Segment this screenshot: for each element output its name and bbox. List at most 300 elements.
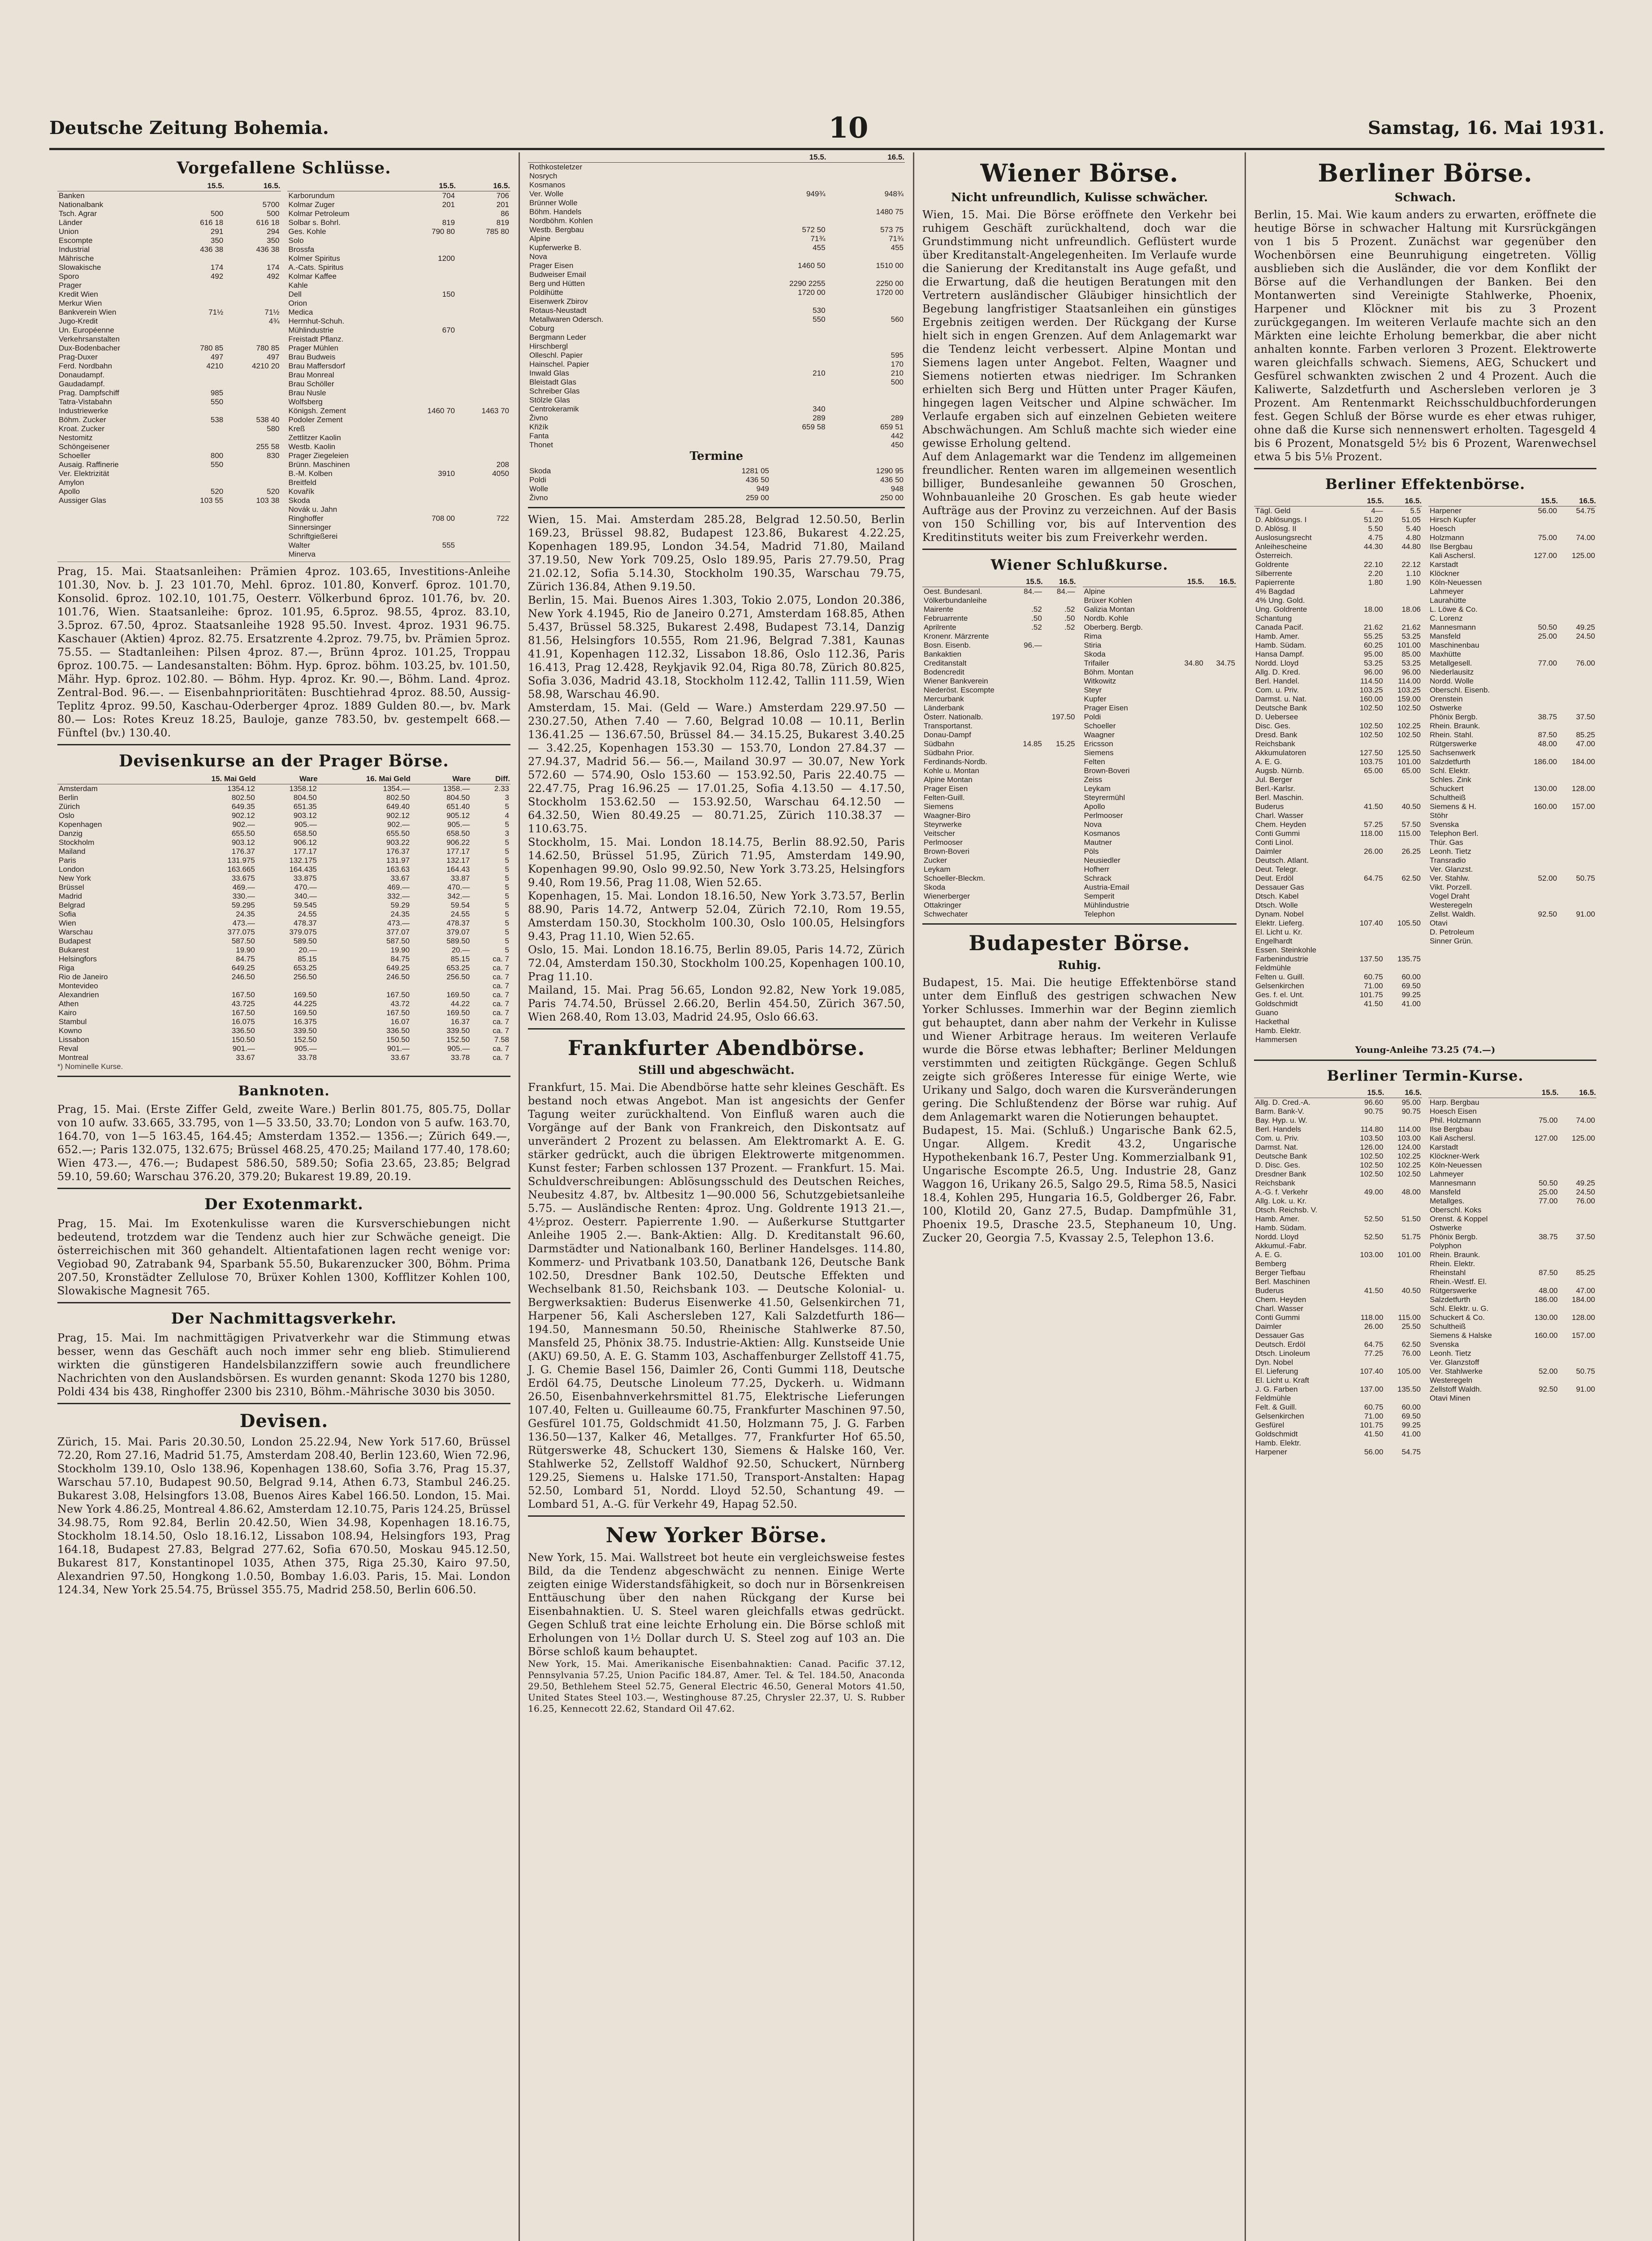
stock-quote: 1358.— bbox=[443, 784, 470, 793]
table-row bbox=[1428, 659, 1596, 668]
stock-name: Hoesch bbox=[1430, 524, 1456, 533]
stock-quote: ca. 7 bbox=[493, 1026, 509, 1035]
stock-quote: 87.50 bbox=[1539, 1268, 1558, 1277]
table-row bbox=[57, 856, 510, 865]
stock-quote: 1354.12 bbox=[227, 784, 255, 793]
stock-name: Zürich bbox=[59, 802, 80, 811]
stock-quote: 906.12 bbox=[293, 838, 317, 847]
stock-quote bbox=[1520, 793, 1558, 802]
table-row bbox=[57, 1008, 510, 1017]
table-row bbox=[1428, 1394, 1596, 1403]
stock-name: El. Lieferung bbox=[1255, 1367, 1298, 1376]
stock-quote bbox=[1559, 1161, 1596, 1170]
stock-quote bbox=[1558, 524, 1596, 533]
stock-quote bbox=[225, 398, 281, 407]
table-row bbox=[1254, 1017, 1422, 1026]
table-row bbox=[1083, 847, 1237, 856]
table-row bbox=[1254, 820, 1422, 829]
table-row bbox=[57, 200, 281, 209]
stock-name: Deutsche Bank bbox=[1255, 1152, 1307, 1160]
stock-quote bbox=[1173, 757, 1205, 766]
stock-quote: 572 50 bbox=[802, 225, 826, 234]
stock-quote bbox=[1016, 722, 1043, 731]
stock-quote bbox=[456, 451, 510, 460]
table-row bbox=[1428, 838, 1596, 847]
stock-quote: 780 85 bbox=[256, 344, 280, 352]
table-row bbox=[528, 378, 905, 387]
table-row bbox=[922, 802, 1077, 811]
stock-name: Zeiss bbox=[1084, 775, 1103, 784]
col-head: 15.5. bbox=[1346, 496, 1384, 506]
stock-name: Mannesmann bbox=[1430, 1179, 1476, 1187]
stock-quote bbox=[1205, 722, 1237, 731]
stock-quote: 157.00 bbox=[1572, 802, 1595, 811]
stock-quote: 163.665 bbox=[227, 865, 255, 874]
stock-quote bbox=[1347, 1304, 1385, 1313]
stock-name: Rothkosteletzer bbox=[529, 163, 583, 171]
table-row bbox=[922, 641, 1077, 650]
stock-quote: 785 80 bbox=[486, 227, 509, 236]
budapest-title: Budapester Börse. bbox=[969, 931, 1190, 955]
table-row bbox=[1254, 1035, 1422, 1044]
stock-name: Brau Schöller bbox=[288, 380, 334, 388]
table-row bbox=[922, 901, 1077, 910]
stock-quote: 201 bbox=[442, 200, 455, 209]
table-row bbox=[287, 200, 511, 209]
table-row bbox=[1254, 910, 1422, 919]
stock-name: Nosrych bbox=[529, 172, 558, 180]
stock-quote: 949 bbox=[756, 485, 770, 493]
stock-name: Berl. Maschin. bbox=[1255, 793, 1304, 802]
stock-quote: 1460 50 bbox=[798, 261, 826, 270]
stock-quote: 53.25 bbox=[1364, 659, 1383, 667]
stock-name: Harpener bbox=[1255, 1448, 1287, 1456]
table-row bbox=[287, 541, 511, 550]
stock-quote bbox=[1205, 793, 1237, 802]
stock-quote: 87.50 bbox=[1538, 731, 1557, 739]
stock-name: Bemberg bbox=[1255, 1259, 1286, 1268]
stock-quote bbox=[1043, 910, 1077, 919]
col-head: 16.5. bbox=[456, 181, 510, 191]
table-row bbox=[1083, 766, 1237, 775]
table-row bbox=[287, 272, 511, 281]
stock-quote bbox=[1558, 560, 1596, 569]
table-row bbox=[287, 281, 511, 290]
stock-name: Freistadt Pflanz. bbox=[288, 335, 344, 343]
table-row bbox=[287, 460, 511, 469]
stock-quote bbox=[1173, 793, 1205, 802]
table-row bbox=[1428, 1107, 1596, 1116]
stock-quote: 130.00 bbox=[1534, 784, 1557, 793]
stock-quote bbox=[1558, 641, 1596, 650]
table-row bbox=[1083, 668, 1237, 677]
stock-quote: 903.12 bbox=[231, 838, 255, 847]
stock-quote bbox=[402, 505, 456, 514]
stock-quote bbox=[1520, 811, 1558, 820]
stock-name: Steyrermühl bbox=[1084, 793, 1125, 802]
stock-quote bbox=[1205, 623, 1237, 632]
stock-quote bbox=[1384, 928, 1422, 937]
table-row bbox=[1428, 883, 1596, 892]
table-row bbox=[1428, 766, 1596, 775]
stock-quote bbox=[1559, 1242, 1596, 1250]
stock-quote: 102.25 bbox=[1397, 722, 1421, 730]
stock-name: Union bbox=[59, 227, 79, 236]
stock-name: Prager Eisen bbox=[1084, 704, 1128, 712]
stock-quote: 118.00 bbox=[1360, 829, 1383, 838]
stock-quote bbox=[1016, 695, 1043, 704]
table-row bbox=[1428, 1286, 1596, 1295]
stock-quote bbox=[1043, 632, 1077, 641]
stock-quote bbox=[1558, 748, 1596, 757]
table-row bbox=[1254, 704, 1422, 713]
table-row bbox=[1254, 641, 1422, 650]
stock-name: Schantung bbox=[1255, 614, 1292, 623]
stock-quote bbox=[1016, 802, 1043, 811]
col-head: 16.5. bbox=[1205, 577, 1237, 587]
stock-quote bbox=[1559, 1259, 1596, 1268]
table-row bbox=[287, 398, 511, 407]
stock-quote bbox=[1347, 1116, 1385, 1125]
stock-quote: 948 bbox=[891, 485, 904, 493]
stock-quote bbox=[727, 172, 826, 181]
stock-quote bbox=[402, 344, 456, 353]
stock-quote: 332.— bbox=[387, 892, 410, 900]
table-row bbox=[1428, 901, 1596, 910]
stock-quote: 91.00 bbox=[1576, 1385, 1595, 1393]
table-row bbox=[1083, 775, 1237, 784]
table-row bbox=[287, 451, 511, 460]
table-row bbox=[1428, 632, 1596, 641]
stock-quote bbox=[1205, 874, 1237, 883]
stock-quote bbox=[1522, 1277, 1559, 1286]
stock-quote: 18.06 bbox=[1401, 605, 1421, 614]
stock-quote bbox=[1520, 578, 1558, 587]
stock-quote bbox=[1205, 811, 1237, 820]
stock-quote: 21.62 bbox=[1401, 623, 1421, 632]
table-row bbox=[1254, 731, 1422, 740]
stock-quote bbox=[827, 405, 905, 414]
stock-name: Nova bbox=[1084, 820, 1102, 829]
table-row bbox=[1428, 757, 1596, 766]
devisen-col-head bbox=[57, 774, 164, 784]
stock-quote bbox=[225, 290, 281, 299]
stock-name: Brau Budweis bbox=[288, 353, 336, 361]
stock-name: Darmst. u. Nat. bbox=[1255, 695, 1307, 703]
stock-name: Zettlitzer Kaolin bbox=[288, 433, 341, 442]
stock-quote: 450 bbox=[891, 441, 904, 449]
stock-quote bbox=[1520, 695, 1558, 704]
stock-name: Niederöst. Escompte bbox=[924, 686, 995, 694]
stock-quote: 538 bbox=[210, 415, 224, 424]
stock-quote: 616 18 bbox=[200, 218, 224, 227]
stock-quote bbox=[1558, 793, 1596, 802]
stock-quote: 103 38 bbox=[256, 496, 280, 505]
stock-quote bbox=[402, 245, 456, 254]
stock-quote: 77.25 bbox=[1364, 1349, 1384, 1358]
table-row bbox=[57, 928, 510, 937]
stock-name: Metallgesell. bbox=[1430, 659, 1472, 667]
stock-name: Gelsenkirchen bbox=[1255, 982, 1304, 990]
stock-quote bbox=[1346, 937, 1384, 946]
stock-quote bbox=[1173, 677, 1205, 686]
table-row bbox=[57, 1053, 510, 1062]
stock-name: Hackethal bbox=[1255, 1017, 1289, 1026]
stock-name: Fanta bbox=[529, 432, 549, 440]
stock-quote bbox=[1559, 1143, 1596, 1152]
table-row bbox=[1254, 1421, 1422, 1430]
berliner-title: Berliner Börse. bbox=[1318, 159, 1533, 187]
stock-quote: 91.00 bbox=[1576, 910, 1595, 918]
table-row bbox=[1428, 695, 1596, 704]
stock-quote bbox=[1205, 910, 1237, 919]
table-row bbox=[1254, 686, 1422, 695]
stock-quote bbox=[1558, 515, 1596, 524]
stock-quote bbox=[1384, 964, 1422, 973]
stock-name: A. E. G. bbox=[1255, 757, 1282, 766]
stock-quote: 105.00 bbox=[1397, 1367, 1421, 1376]
stock-quote bbox=[1347, 1268, 1385, 1277]
table-row bbox=[57, 991, 510, 999]
table-row bbox=[922, 695, 1077, 704]
table-row bbox=[287, 218, 511, 227]
stock-quote bbox=[1205, 650, 1237, 659]
stock-quote bbox=[1043, 757, 1077, 766]
stock-quote bbox=[1173, 668, 1205, 677]
stock-quote bbox=[1043, 659, 1077, 668]
table-row bbox=[1254, 847, 1422, 856]
stock-quote bbox=[1173, 704, 1205, 713]
table-row bbox=[1254, 722, 1422, 731]
stock-quote: 291 bbox=[210, 227, 224, 236]
stock-quote: 550 bbox=[210, 398, 224, 406]
stock-quote bbox=[1205, 766, 1237, 775]
stock-quote: 469.— bbox=[232, 883, 255, 891]
stock-quote bbox=[1559, 1322, 1596, 1331]
stock-quote: 555 bbox=[442, 541, 455, 549]
stock-quote bbox=[1559, 1277, 1596, 1286]
stock-quote: 16.07 bbox=[390, 1017, 410, 1026]
stock-name: Herrnhut-Schuh. bbox=[288, 317, 345, 325]
stock-name: Allg. D. Kred. bbox=[1255, 668, 1301, 676]
stock-name: D. Disc. Ges. bbox=[1255, 1161, 1301, 1169]
stock-quote bbox=[1173, 722, 1205, 731]
table-row bbox=[1083, 748, 1237, 757]
stock-quote bbox=[1558, 766, 1596, 775]
stock-quote bbox=[827, 297, 905, 306]
stock-quote bbox=[1520, 515, 1558, 524]
stock-name: Austria-Email bbox=[1084, 883, 1129, 891]
table-row bbox=[1083, 623, 1237, 632]
stock-quote: 573 75 bbox=[880, 225, 904, 234]
stock-quote bbox=[1173, 856, 1205, 865]
table-row bbox=[922, 596, 1077, 605]
stock-quote: 41.50 bbox=[1364, 802, 1383, 811]
table-row bbox=[1083, 731, 1237, 740]
stock-quote bbox=[1043, 775, 1077, 784]
stock-quote: 653.25 bbox=[446, 964, 470, 972]
stock-name: Apollo bbox=[1084, 802, 1105, 811]
stock-name: Schoeller bbox=[59, 451, 91, 460]
stock-quote: 901.— bbox=[387, 1044, 410, 1053]
stock-name: Felten-Guill. bbox=[924, 793, 965, 802]
stock-quote bbox=[1205, 829, 1237, 838]
devisen-col-head: Ware bbox=[256, 774, 318, 784]
stock-quote: 5 bbox=[505, 847, 509, 856]
stock-quote bbox=[1384, 1035, 1422, 1044]
stock-quote bbox=[1520, 686, 1558, 695]
stock-quote: 76.00 bbox=[1576, 1197, 1595, 1205]
stock-quote: 102.50 bbox=[1359, 722, 1383, 730]
stock-quote: 550 bbox=[813, 315, 826, 324]
stock-name: Stambul bbox=[59, 1017, 87, 1026]
stock-quote bbox=[1520, 560, 1558, 569]
stock-quote: 102.50 bbox=[1397, 704, 1421, 712]
table-row bbox=[922, 587, 1077, 597]
stock-quote bbox=[827, 324, 905, 333]
table-row bbox=[1428, 623, 1596, 632]
stock-name: Westb. Bergbau bbox=[529, 225, 584, 234]
stock-quote bbox=[1522, 1143, 1559, 1152]
stock-quote bbox=[402, 353, 456, 362]
stock-name: Mailand bbox=[59, 847, 86, 856]
stock-quote: 160.00 bbox=[1534, 802, 1557, 811]
table-row bbox=[1428, 784, 1596, 793]
table-row bbox=[1254, 533, 1422, 542]
table-row bbox=[1428, 524, 1596, 533]
stock-quote bbox=[402, 398, 456, 407]
stock-quote: 102.50 bbox=[1359, 731, 1383, 739]
stock-quote: 5 bbox=[505, 802, 509, 811]
stock-quote bbox=[1173, 731, 1205, 740]
table-row bbox=[1254, 1439, 1422, 1448]
stock-quote bbox=[1173, 623, 1205, 632]
stock-quote bbox=[456, 505, 510, 514]
stock-quote: 722 bbox=[496, 514, 509, 523]
stock-quote bbox=[1173, 596, 1205, 605]
stock-quote bbox=[1173, 713, 1205, 722]
stock-quote: 84.— bbox=[1056, 587, 1075, 596]
stock-name: Kupfer bbox=[1084, 695, 1107, 703]
stock-quote: 44.80 bbox=[1401, 542, 1421, 551]
stock-quote bbox=[402, 478, 456, 487]
stock-name: Prager Ziegeleien bbox=[288, 451, 349, 460]
table-row bbox=[1254, 1259, 1422, 1268]
table-row bbox=[1254, 1152, 1422, 1161]
stock-quote: 33.78 bbox=[450, 1053, 470, 1062]
stock-quote bbox=[456, 389, 510, 398]
stock-quote: 54.75 bbox=[1401, 1448, 1421, 1456]
stock-name: Schuckert bbox=[1430, 784, 1464, 793]
table-row bbox=[1254, 901, 1422, 910]
stock-name: Papierrente bbox=[1255, 578, 1295, 587]
stock-quote bbox=[1384, 1358, 1422, 1367]
table-row bbox=[922, 686, 1077, 695]
stock-quote: 115.00 bbox=[1398, 1313, 1421, 1322]
stock-quote: 71¾ bbox=[888, 234, 904, 243]
table-row bbox=[57, 407, 281, 415]
stock-quote bbox=[1346, 587, 1384, 596]
stock-quote bbox=[1559, 1340, 1596, 1349]
stock-quote: 1290 95 bbox=[876, 467, 904, 475]
stock-quote bbox=[1173, 686, 1205, 695]
stock-name: Zucker bbox=[924, 856, 947, 865]
table-row bbox=[1428, 775, 1596, 784]
stock-quote bbox=[1173, 838, 1205, 847]
stock-name: Montreal bbox=[59, 1053, 89, 1062]
stock-name: Siemens & Halske bbox=[1430, 1331, 1492, 1340]
stock-quote: 377.075 bbox=[227, 928, 255, 936]
table-row bbox=[1428, 551, 1596, 560]
stock-quote bbox=[1520, 641, 1558, 650]
stock-name: Křižík bbox=[529, 423, 549, 431]
table-row bbox=[1428, 704, 1596, 713]
stock-quote: 50.50 bbox=[1538, 623, 1557, 632]
stock-quote bbox=[727, 208, 826, 216]
stock-name: Feldmühle bbox=[1255, 964, 1291, 972]
newyork-text: New York, 15. Mai. Wallstreet bot heute ein vergleichsweise festes Bild, da die Tendenz abgeschwächt zu nennen. Einige Werte zeigten einige Widerstandsfähigkeit, so doch nur in Börsenkreisen Enttäuschung über den nahen Rückgang der Kurse bei Eisenbahnaktien. U. S. Steel waren gleichfalls etwas gedrückt. Gegen Schluß trat eine leichte Erholung ein. Die Börse schloß mit Erholungen von 1½ Dollar durch U. S. Steel zog auf 103 an. Die Börse schloß kaum behauptet. bbox=[528, 1551, 905, 1658]
table-row bbox=[1254, 748, 1422, 757]
table-row bbox=[57, 874, 510, 883]
table-row bbox=[1083, 722, 1237, 731]
stock-quote bbox=[1384, 784, 1422, 793]
stock-quote: 3 bbox=[505, 829, 509, 838]
table-row bbox=[57, 389, 281, 398]
stock-quote bbox=[1346, 883, 1384, 892]
stock-quote: 101.00 bbox=[1397, 1250, 1421, 1259]
stock-quote bbox=[1558, 542, 1596, 551]
stock-quote bbox=[727, 387, 826, 396]
stock-name: Živno bbox=[529, 414, 548, 422]
stock-quote bbox=[1384, 1439, 1422, 1448]
table-row bbox=[1254, 1448, 1422, 1457]
table-row bbox=[922, 623, 1077, 632]
stock-name: Buderus bbox=[1255, 1286, 1284, 1295]
stock-name: Rhein. Stahl. bbox=[1430, 731, 1474, 739]
stock-name: Kolmar Kaffee bbox=[288, 272, 337, 281]
table-row bbox=[1254, 766, 1422, 775]
stock-quote bbox=[1347, 1358, 1385, 1367]
stock-quote: 589.50 bbox=[293, 937, 317, 945]
banknoten-title: Banknoten. bbox=[238, 1083, 330, 1099]
table-row bbox=[1428, 1134, 1596, 1143]
stock-quote: 538 40 bbox=[256, 415, 280, 424]
stock-name: Wolfsberg bbox=[288, 398, 323, 406]
stock-name: Danzig bbox=[59, 829, 82, 838]
stock-name: Deutsch. Atlant. bbox=[1255, 856, 1309, 865]
stock-quote: 57.50 bbox=[1401, 820, 1421, 829]
stock-quote: 43.725 bbox=[231, 999, 255, 1008]
stock-name: Nordböhm. Kohlen bbox=[529, 216, 593, 225]
stock-name: Kowno bbox=[59, 1026, 82, 1035]
stock-quote bbox=[1205, 686, 1237, 695]
stock-quote bbox=[1384, 1206, 1422, 1215]
stock-quote: 210 bbox=[813, 369, 826, 377]
stock-quote bbox=[1205, 892, 1237, 901]
stock-name: Centrokeramik bbox=[529, 405, 579, 413]
table-row bbox=[1428, 1367, 1596, 1376]
stock-quote: 651.35 bbox=[293, 802, 317, 811]
vorgefallene-title: Vorgefallene Schlüsse. bbox=[177, 159, 391, 177]
table-row bbox=[57, 1035, 510, 1044]
stock-quote: 901.— bbox=[232, 1044, 255, 1053]
stock-quote: 41.50 bbox=[1364, 1430, 1384, 1438]
stock-quote: 902.— bbox=[387, 820, 410, 829]
table-row bbox=[1428, 650, 1596, 659]
stock-quote: 102.50 bbox=[1360, 1152, 1384, 1160]
stock-quote: 44.22 bbox=[450, 999, 470, 1008]
stock-name: Hamb. Amer. bbox=[1255, 632, 1300, 640]
